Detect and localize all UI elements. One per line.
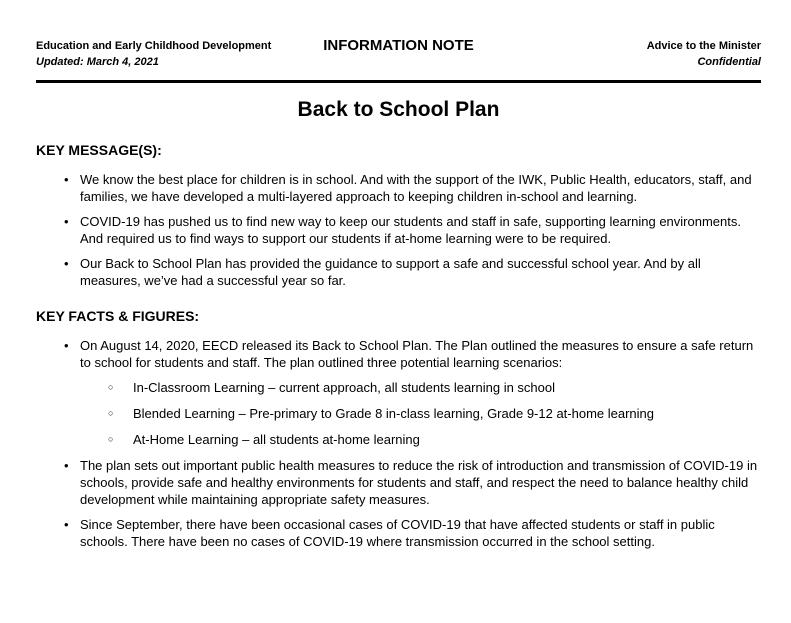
bullet-icon: • bbox=[64, 458, 69, 473]
page-title: Back to School Plan bbox=[297, 98, 500, 121]
department-name: Education and Early Childhood Development bbox=[36, 40, 272, 52]
sub-bullet-text: At-Home Learning – all students at-home learning bbox=[133, 432, 420, 447]
confidential-label: Confidential bbox=[697, 56, 761, 68]
sub-bullet-text: Blended Learning – Pre-primary to Grade 8 in-class learning, Grade 9-12 at-home learning bbox=[133, 406, 655, 421]
sub-bullet-item bbox=[36, 379, 761, 396]
bullet-item bbox=[36, 516, 761, 550]
bullet-icon: • bbox=[64, 172, 69, 187]
document-type-label: INFORMATION NOTE bbox=[323, 37, 474, 54]
bullet-item bbox=[36, 213, 761, 247]
bullet-icon: • bbox=[64, 517, 69, 532]
bullet-text: We know the best place for children is in school. And with the support of the IWK, Public Health, educators, staff, and families, we have developed a multi-layered approach to keeping children in-school and learning. bbox=[80, 172, 752, 204]
section-heading-key-messages: KEY MESSAGE(S): bbox=[36, 142, 162, 158]
bullet-item bbox=[36, 171, 761, 205]
bullet-item bbox=[36, 255, 761, 289]
sub-bullet-item bbox=[36, 405, 761, 422]
advice-to-minister-label: Advice to the Minister bbox=[646, 40, 761, 52]
bullet-icon: • bbox=[64, 338, 69, 353]
sub-bullet-text: In-Classroom Learning – current approach, all students learning in school bbox=[133, 380, 556, 395]
header-divider bbox=[36, 80, 761, 83]
document-header bbox=[36, 38, 761, 70]
sub-bullet-item bbox=[36, 431, 761, 448]
bullet-text: Since September, there have been occasional cases of COVID-19 that have affected students or staff in public schools. There have been no cases of COVID-19 where transmission occurred in the school setting. bbox=[80, 517, 715, 549]
bullet-item bbox=[36, 337, 761, 371]
bullet-icon: • bbox=[64, 214, 69, 229]
header-right-block bbox=[647, 38, 761, 70]
bullet-text: COVID-19 has pushed us to find new way to keep our students and staff in safe, supporting learning environments. And required us to find ways to support our students if at-home learning were to be required. bbox=[80, 214, 741, 246]
bullet-item bbox=[36, 457, 761, 508]
circle-bullet-icon: ○ bbox=[108, 408, 114, 418]
circle-bullet-icon: ○ bbox=[108, 434, 114, 444]
bullet-text: Our Back to School Plan has provided the guidance to support a safe and successful school year. And by all measures, we’ve had a successful year so far. bbox=[80, 256, 701, 288]
circle-bullet-icon: ○ bbox=[108, 382, 114, 392]
header-left-block bbox=[36, 38, 271, 70]
updated-date: Updated: March 4, 2021 bbox=[36, 56, 159, 68]
section-heading-key-facts: KEY FACTS & FIGURES: bbox=[36, 308, 200, 324]
bullet-text: On August 14, 2020, EECD released its Back to School Plan. The Plan outlined the measures to ensure a safe return to school for students and staff. The plan outlined three potential learning scenarios: bbox=[80, 338, 754, 370]
bullet-text: The plan sets out important public health measures to reduce the risk of introduction and transmission of COVID-19 in schools, provide safe and healthy environments for students and staff, and respect the need to balance healthy child development while maintaining appropriate safety measures. bbox=[80, 458, 758, 507]
bullet-icon: • bbox=[64, 256, 69, 271]
